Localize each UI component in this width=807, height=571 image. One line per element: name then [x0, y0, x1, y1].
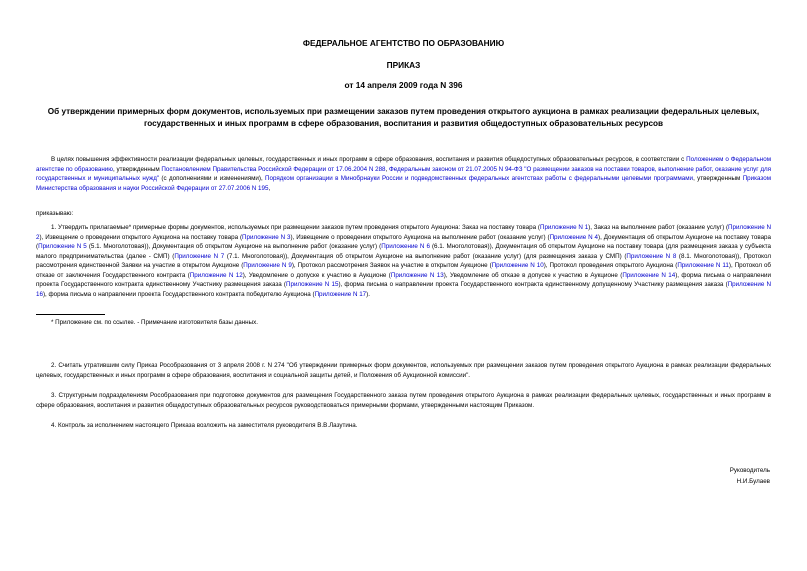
item-1-text: ), Протокол об отказе от заключения Государственного контракта (: [36, 262, 772, 279]
link-government-decree[interactable]: Постановлением Правительства Российской Федерации от 17.06.2004 N 288: [161, 165, 386, 173]
preamble-text: В целях повышения эффективности реализации федеральных целевых, государственных и иных программ в сфере образования, воспитания и развития общедоступных образовательных ресурсов, в соответствии с: [51, 156, 687, 163]
item-1-paragraph: [36, 223, 771, 299]
item-1-text: ), Извещение о проведении открытого Аукциона на поставку товара (: [39, 233, 243, 241]
item-1-text: ), Протокол проведения открытого Аукциона (: [543, 262, 678, 269]
agency-name: ФЕДЕРАЛЬНОЕ АГЕНТСТВО ПО ОБРАЗОВАНИЮ: [302, 38, 505, 48]
preamble-text: ,: [385, 165, 390, 173]
link-appendix-8[interactable]: Приложение N 8: [626, 252, 677, 260]
item-1-text: ), Протокол рассмотрения Заявок на участие в открытом Аукционе (: [291, 262, 492, 269]
signature-position: Руководитель: [729, 467, 770, 474]
link-appendix-16[interactable]: Приложение N 16: [36, 281, 772, 298]
item-1-text: (7.1. Многолотовая)), Документация об открытом Аукционе на выполнение работ (оказание услуг) (для размещения заказа у СМП) (: [224, 252, 627, 260]
link-appendix-14[interactable]: Приложение N 14: [622, 271, 676, 279]
link-federal-law-94fz[interactable]: Федеральным законом от 21.07.2005 N 94-ФЗ "О размещении заказов на поставки товаров, выполнение работ, оказание услуг для государственных и муниципальных нужд": [36, 165, 771, 182]
document-type: ПРИКАЗ: [386, 60, 421, 70]
item-1-text: ).: [366, 290, 370, 298]
item-1-text: ), Уведомление об отказе в допуске к участию в Аукционе (: [443, 271, 623, 279]
item-1-text: 1. Утвердить прилагаемые* примерные формы документов, используемых при размещении заказов путем проведения открытого Аукциона: Заказ на поставку товара (: [51, 224, 540, 231]
link-appendix-9[interactable]: Приложение N 9: [243, 262, 292, 269]
signature-name: Н.И.Булаев: [736, 477, 770, 485]
link-appendix-1[interactable]: Приложение N 1: [539, 224, 589, 231]
item-1-text: ), Извещение о проведении открытого Аукциона на выполнение работ (оказание услуг) (: [290, 233, 550, 241]
item-1-text: ), Заказ на выполнение работ (оказание услуг) (: [588, 224, 729, 231]
link-procedure-programs[interactable]: Порядком организации в Минобрнауки России и подведомственных федеральных агентствах работы с федеральными целевыми программами: [265, 175, 694, 182]
item-2-paragraph: 2. Считать утратившим силу Приказ Рособразования от 3 апреля 2008 г. N 274 "Об утверждении примерных форм документов, используемых при размещении заказов путем проведения открытого Аукциона в рамках реализации федеральных целевых, государственных и иных программ в сфере образования, воспитания и социальной защиты детей, и Положения об Аукционной комиссии".: [36, 362, 771, 379]
link-appendix-11[interactable]: Приложение N 11: [677, 262, 729, 269]
preamble-text: ,: [268, 184, 271, 192]
link-appendix-2[interactable]: Приложение N 2: [36, 224, 771, 241]
item-1-text: (8.1. Многолотовая)), Протокол рассмотрения единственной Заявки на участие в открытом Аукционе (: [36, 252, 771, 269]
preamble-paragraph: [36, 155, 771, 193]
link-appendix-7[interactable]: Приложение N 7: [174, 252, 225, 260]
item-1-text: ), форма письма о направлении проекта Государственного контракта единственному допущенному Участнику размещения заказа (: [338, 281, 728, 288]
link-ministry-order[interactable]: Приказом Министерства образования и науки Российской Федерации от 27.07.2006 N 195: [36, 175, 771, 192]
item-1-text: ), форма письма о направлении проекта Государственного контракта победителю Аукциона (: [42, 290, 315, 298]
link-appendix-4[interactable]: Приложение N 4: [549, 233, 598, 241]
item-1-text: ), Документация об открытом Аукционе на поставку товара (: [36, 233, 771, 250]
document-title: Об утверждении примерных форм документов, используемых при размещении заказов путем проведения открытого аукциона в рамках реализации федеральных целевых, государственных и иных программ в сфере образования, воспитания и развития общедоступных образовательных ресурсов: [47, 107, 760, 128]
link-appendix-17[interactable]: Приложение N 17: [314, 290, 367, 298]
preamble-text: , утвержденным: [112, 165, 162, 173]
link-appendix-5[interactable]: Приложение N 5: [38, 243, 87, 250]
link-appendix-3[interactable]: Приложение N 3: [242, 233, 291, 241]
preamble-text: , утвержденным: [693, 175, 743, 182]
link-appendix-12[interactable]: Приложение N 12: [189, 271, 243, 279]
footnote: * Приложение см. по ссылке. - Примечание изготовителя базы данных.: [51, 319, 258, 326]
link-regulation-agency[interactable]: Положением о Федеральном агентстве по образованию: [36, 156, 771, 173]
item-1-text: (5.1. Многолотовая)), Документация об открытом Аукционе на выполнение работ (оказание услуг) (: [86, 243, 382, 250]
item-1-text: ), Уведомление о допуске к участию в Аукционе (: [242, 271, 391, 279]
link-appendix-15[interactable]: Приложение N 15: [285, 281, 339, 288]
signature-block: [550, 466, 770, 487]
link-appendix-10[interactable]: Приложение N 10: [491, 262, 544, 269]
document-date-number: от 14 апреля 2009 года N 396: [344, 80, 463, 90]
link-appendix-6[interactable]: Приложение N 6: [381, 243, 430, 250]
link-appendix-13[interactable]: Приложение N 13: [390, 271, 444, 279]
footnote-divider: [36, 314, 105, 315]
item-1-text: ), форма письма о направлении проекта Государственного контракта единственному Участнику размещения заказа (: [36, 271, 771, 288]
item-1-text: (6.1. Многолотовая)), Документация об открытом Аукционе на поставку товара (для размещения заказа у субъекта малого предпринимательства (далее - СМП) (: [36, 243, 772, 260]
order-word: приказываю:: [36, 210, 74, 217]
preamble-text: (с дополнениями и изменениями),: [159, 175, 266, 182]
item-3-paragraph: 3. Структурным подразделениям Рособразования при подготовке документов для размещения Государственного заказа путем проведения открытого Аукциона в рамках реализации федеральных целевых, государственных и иных программ в сфере образования, воспитания и развития общедоступных образовательных ресурсов руководствоваться примерными формами, утвержденными настоящим Приказом.: [36, 392, 771, 409]
item-4-paragraph: 4. Контроль за исполнением настоящего Приказа возложить на заместителя руководителя В.В.Лазутина.: [51, 422, 358, 429]
